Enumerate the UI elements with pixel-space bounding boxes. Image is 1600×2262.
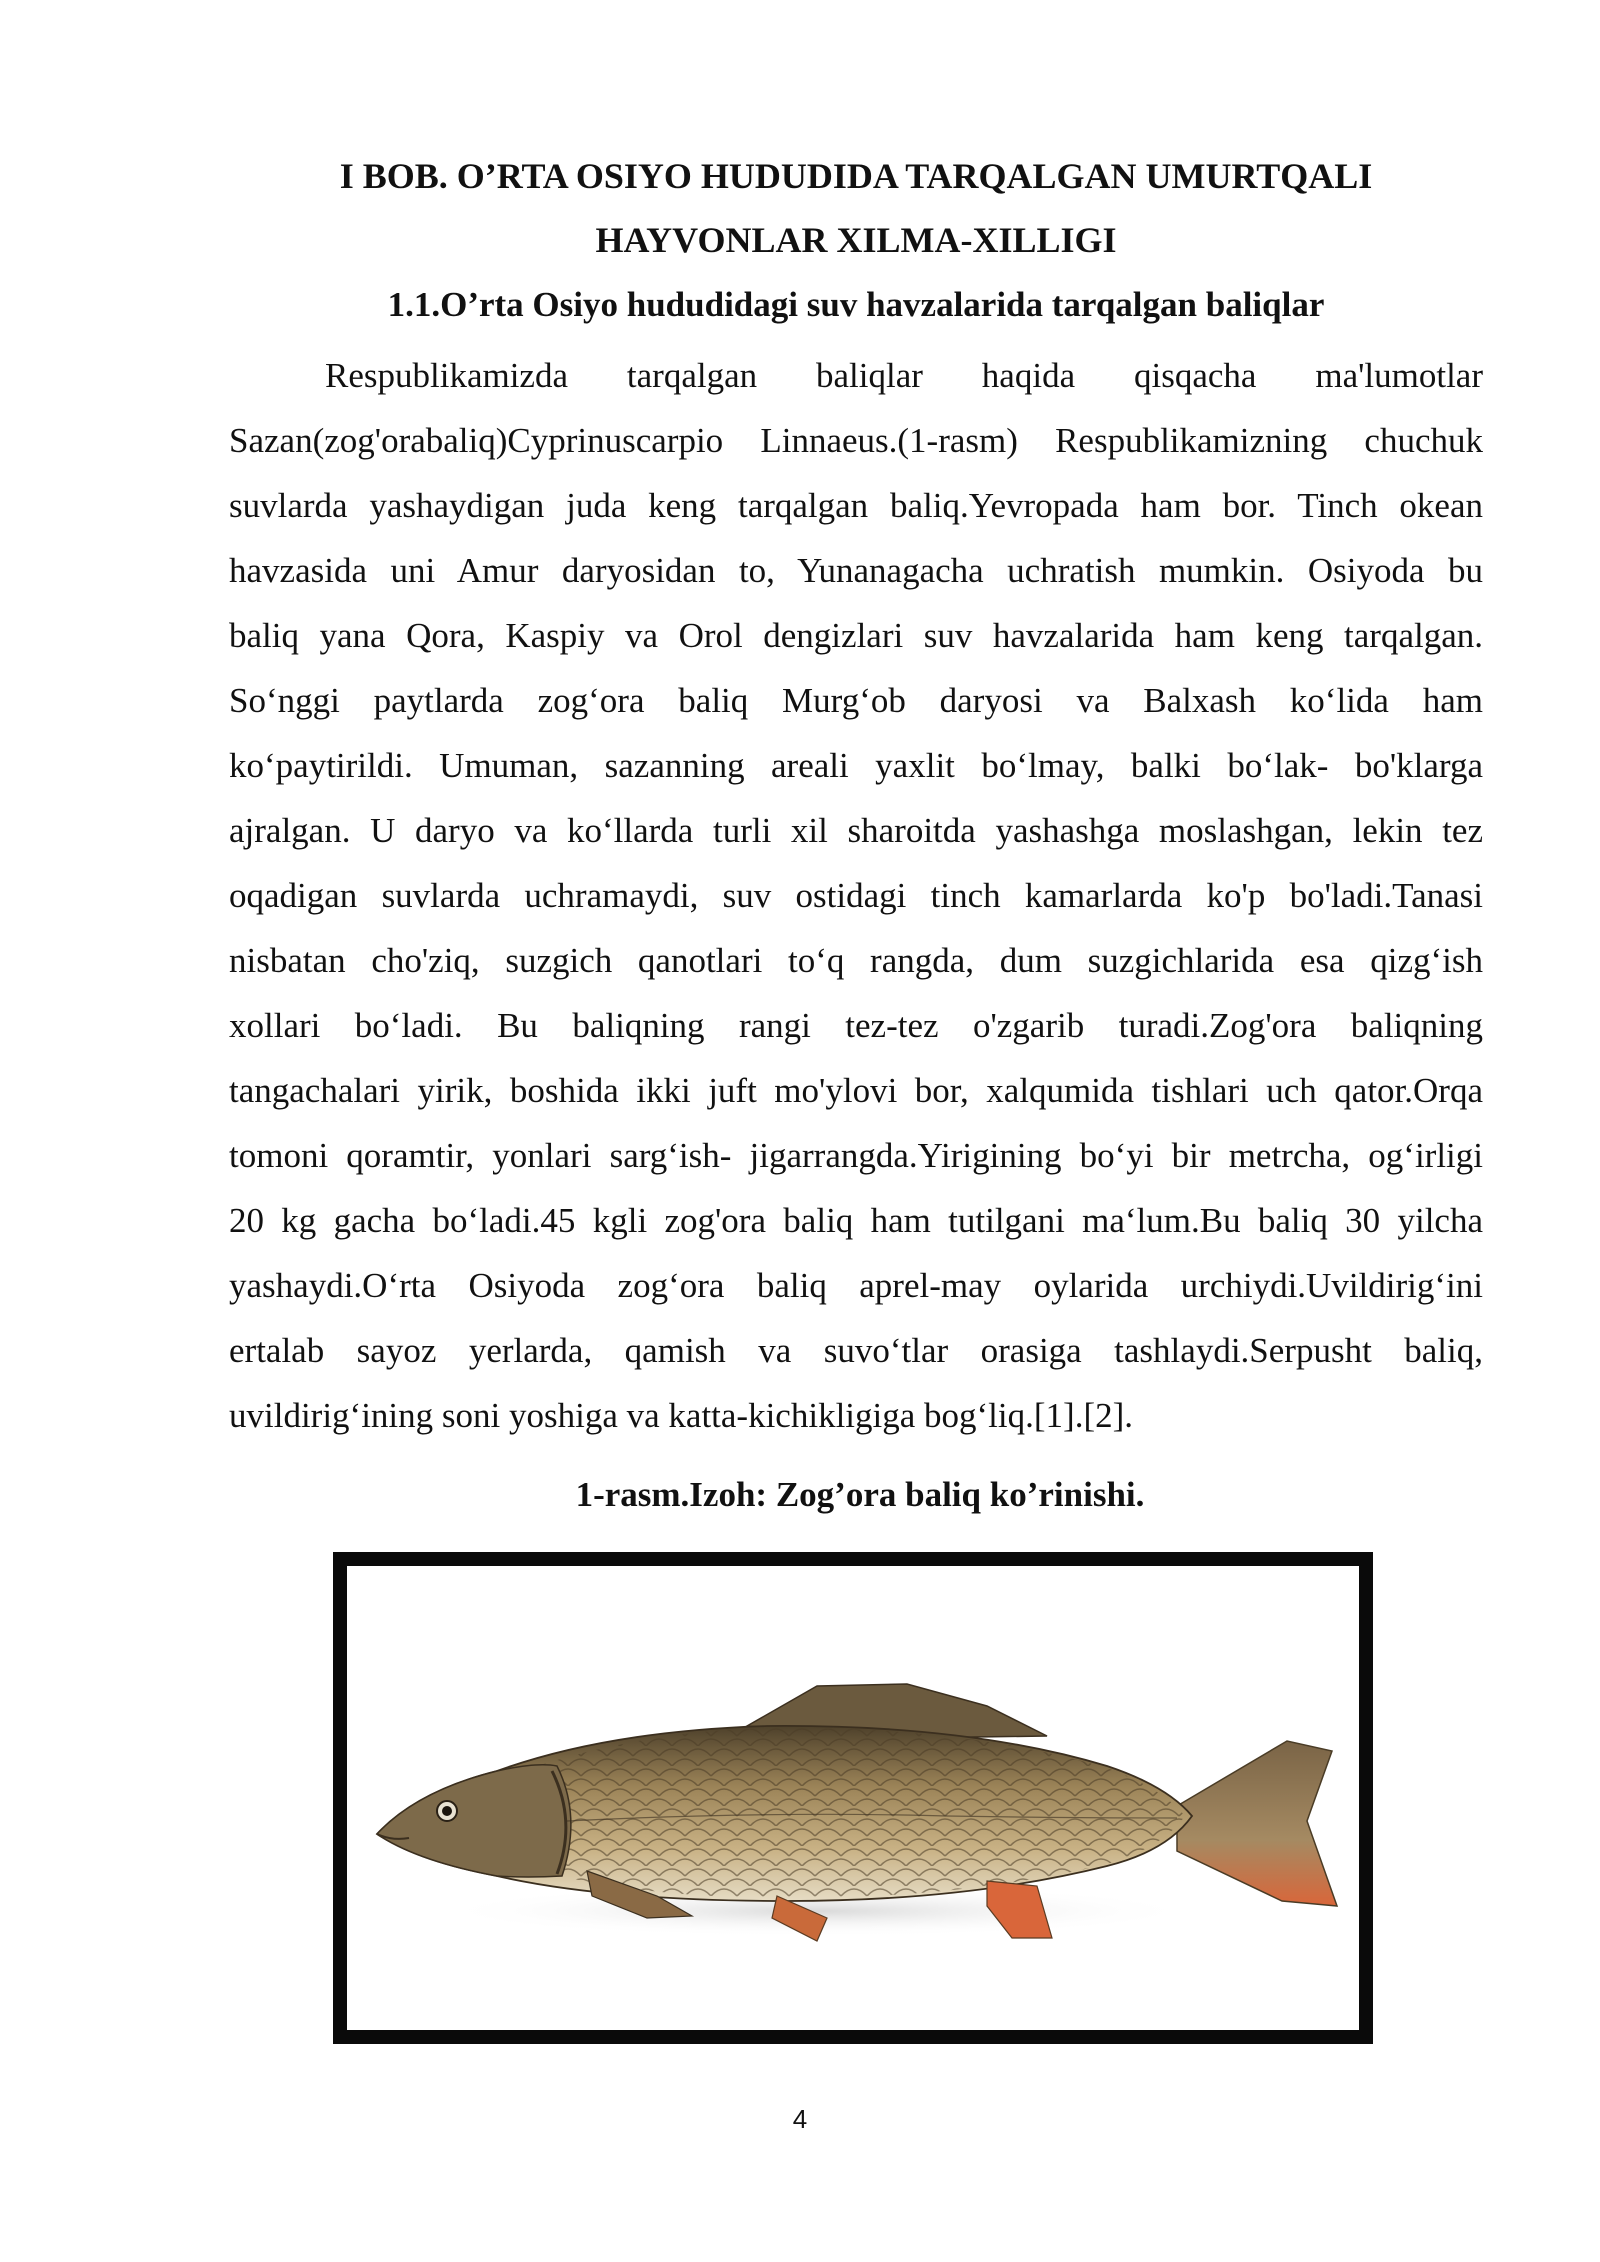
paragraph-line: xollari bo‘ladi. Bu baliqning rangi tez-tez o'zgarib turadi.Zog'ora baliqning xyxy=(229,1006,1483,1045)
paragraph-line: havzasida uni Amur daryosidan to, Yunanagacha uchratish mumkin. Osiyoda bu xyxy=(229,551,1483,590)
chapter-title-line-1: I BOB. O’RTA OSIYO HUDUDIDA TARQALGAN UMURTQALI xyxy=(339,156,1373,196)
paragraph-line: ko‘paytirildi. Umuman, sazanning areali yaxlit bo‘lmay, balki bo‘lak- bo'klarga xyxy=(229,746,1483,785)
carp-fish-illustration xyxy=(347,1566,1359,2030)
page-number: 4 xyxy=(792,2104,808,2134)
paragraph-line: baliq yana Qora, Kaspiy va Orol dengizlari suv havzalarida ham keng tarqalgan. xyxy=(229,616,1483,655)
paragraph-line: suvlarda yashaydigan juda keng tarqalgan baliq.Yevropada ham bor. Tinch okean xyxy=(229,486,1483,525)
paragraph-line: tangachalari yirik, boshida ikki juft mo'ylovi bor, xalqumida tishlari uch qator.Orqa xyxy=(229,1071,1483,1110)
paragraph-line: 20 kg gacha bo‘ladi.45 kgli zog'ora baliq ham tutilgani ma‘lum.Bu baliq 30 yilcha xyxy=(229,1201,1483,1240)
paragraph-line: yashaydi.O‘rta Osiyoda zog‘ora baliq aprel-may oylarida urchiydi.Uvildirig‘ini xyxy=(229,1266,1483,1305)
chapter-title-line-2: HAYVONLAR XILMA-XILLIGI xyxy=(595,220,1117,260)
paragraph-line: uvildirig‘ining soni yoshiga va katta-kichikligiga bog‘liq.[1].[2]. xyxy=(229,1396,1134,1435)
paragraph-line: oqadigan suvlarda uchramaydi, suv ostidagi tinch kamarlarda ko'p bo'ladi.Tanasi xyxy=(229,876,1483,915)
paragraph-line: Sazan(zog'orabaliq)Cyprinuscarpio Linnaeus.(1-rasm) Respublikamizning chuchuk xyxy=(229,421,1483,460)
figure-frame xyxy=(333,1552,1373,2044)
fish-pupil xyxy=(442,1806,452,1816)
paragraph-line: ertalab sayoz yerlarda, qamish va suvo‘tlar orasiga tashlaydi.Serpusht baliq, xyxy=(229,1331,1483,1370)
paragraph-line: ajralgan. U daryo va ko‘llarda turli xil sharoitda yashashga moslashgan, lekin tez xyxy=(229,811,1483,850)
body-paragraph xyxy=(229,343,1483,1448)
section-title: 1.1.O’rta Osiyo hududidagi suv havzalarida tarqalgan baliqlar xyxy=(387,285,1325,324)
figure-caption: 1-rasm.Izoh: Zog’ora baliq ko’rinishi. xyxy=(575,1475,1145,1514)
fish-scales xyxy=(537,1728,1185,1898)
tail-fin xyxy=(1177,1741,1337,1906)
paragraph-line: So‘nggi paytlarda zog‘ora baliq Murg‘ob daryosi va Balxash ko‘lida ham xyxy=(229,681,1483,720)
fish-head xyxy=(377,1765,571,1877)
paragraph-line: nisbatan cho'ziq, suzgich qanotlari to‘q rangda, dum suzgichlarida esa qizg‘ish xyxy=(229,941,1483,980)
paragraph-line: tomoni qoramtir, yonlari sarg‘ish- jigarrangda.Yirigining bo‘yi bir metrcha, og‘irligi xyxy=(229,1136,1483,1175)
paragraph-line: Respublikamizda tarqalgan baliqlar haqida qisqacha ma'lumotlar xyxy=(325,356,1483,395)
